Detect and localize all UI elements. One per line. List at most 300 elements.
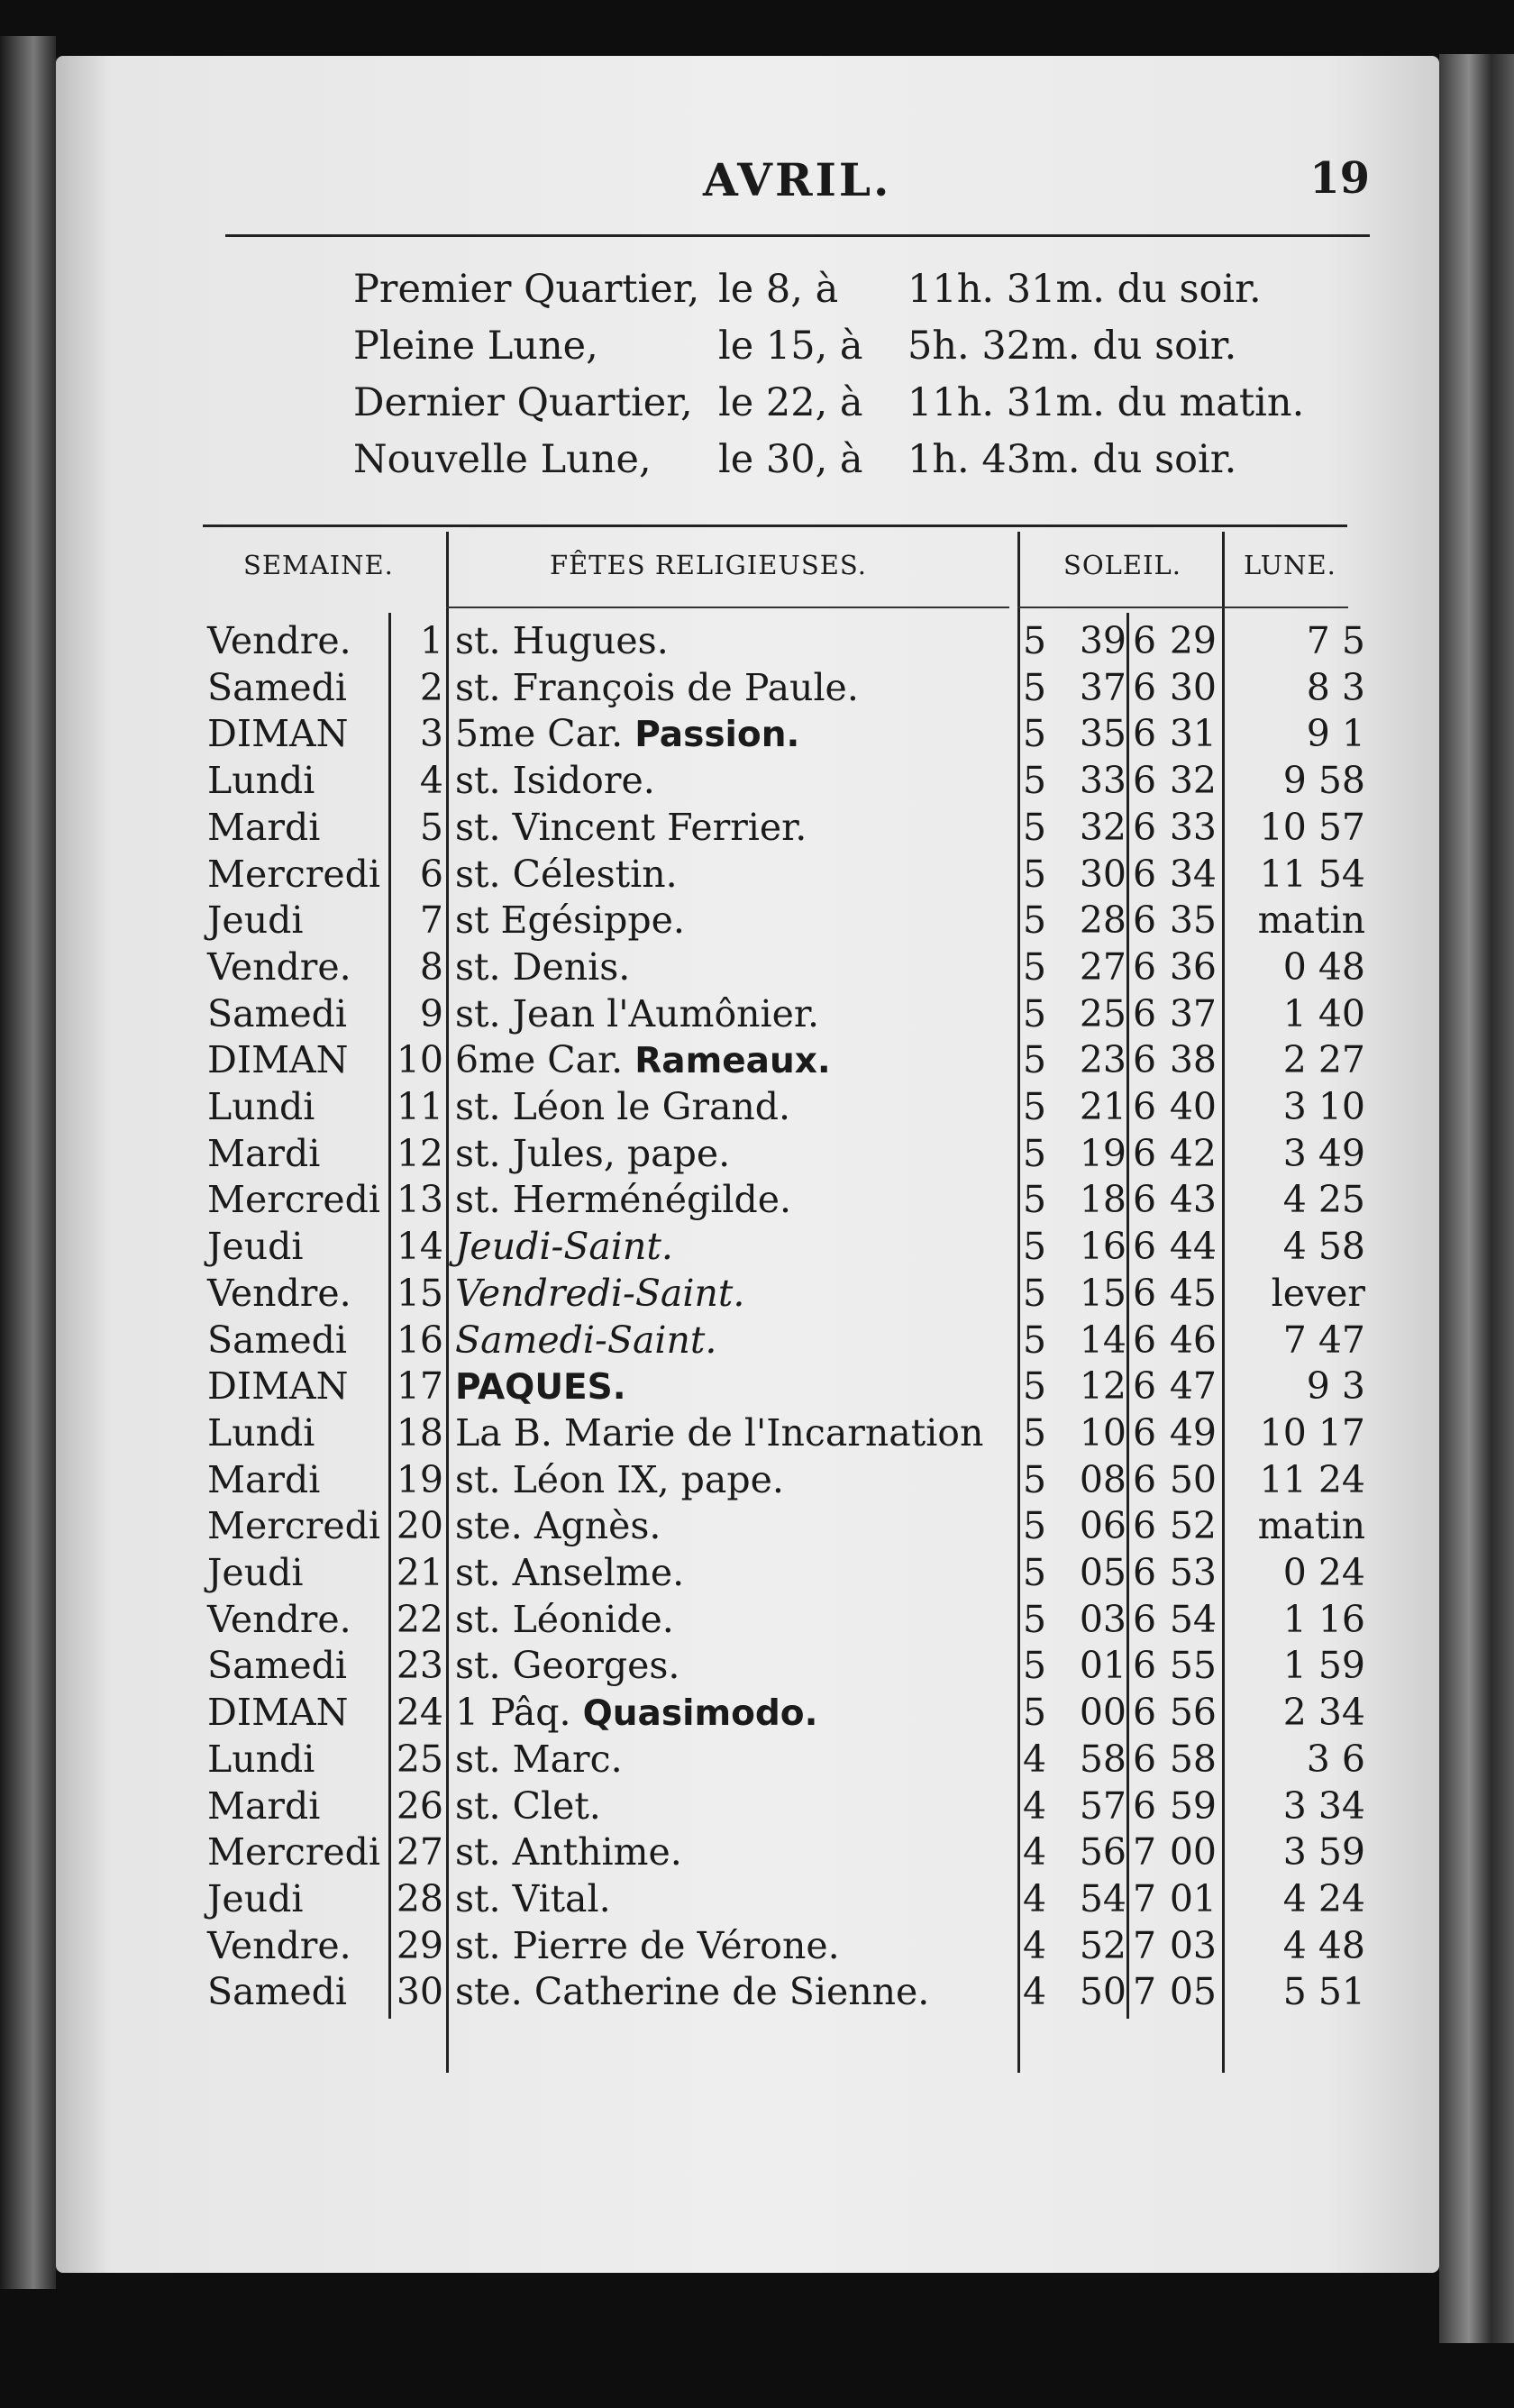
- sunset-minute: 32: [1169, 759, 1217, 803]
- weekday: Lundi: [207, 759, 315, 803]
- sunrise-hour: 5: [1022, 898, 1047, 943]
- sunset-minute: 00: [1169, 1830, 1217, 1874]
- weekday: Jeudi: [207, 898, 304, 943]
- phase-day: le 8, à: [718, 267, 839, 312]
- day-number: 24: [396, 1691, 443, 1735]
- col-soleil: SOLEIL.: [1063, 550, 1182, 580]
- sunset-minute: 37: [1169, 991, 1217, 1035]
- feast: [455, 1829, 682, 1875]
- sunrise-minute: 39: [1079, 619, 1126, 662]
- feast: [455, 944, 630, 990]
- book-spine-left: [0, 36, 56, 2289]
- moon-time: 7 5: [1306, 619, 1365, 662]
- sunrise-minute: 19: [1079, 1131, 1126, 1175]
- weekday: Mardi: [207, 1131, 321, 1175]
- day-number: 28: [396, 1876, 443, 1920]
- sunset-minute: 53: [1169, 1551, 1217, 1594]
- sunrise-hour: 5: [1022, 1178, 1047, 1222]
- phase-name: Nouvelle Lune,: [353, 437, 652, 482]
- moon-time: 8 3: [1306, 665, 1365, 709]
- weekday: Samedi: [207, 665, 348, 709]
- feast-bold-text: Passion.: [634, 715, 800, 756]
- weekday: Jeudi: [207, 1876, 304, 1920]
- header-underline: [1017, 607, 1222, 608]
- sunset-minute: 03: [1169, 1923, 1217, 1967]
- col-lune: LUNE.: [1244, 550, 1336, 580]
- sunset-hour: 7: [1132, 1970, 1157, 2014]
- sunset-hour: 6: [1132, 1410, 1157, 1455]
- feast: [455, 1223, 673, 1270]
- feast-text: st. Hugues.: [455, 619, 669, 662]
- weekday: Mardi: [207, 1783, 321, 1828]
- feast: [455, 1317, 716, 1364]
- day-number: 1: [419, 619, 443, 662]
- col-divider: [1222, 532, 1225, 2073]
- phase-time: 11h. 31m. du soir.: [907, 267, 1262, 312]
- feast-text: st. Léonide.: [455, 1597, 674, 1641]
- sunset-hour: 6: [1132, 1178, 1157, 1222]
- weekday: Samedi: [207, 1970, 348, 2014]
- sunset-minute: 49: [1169, 1410, 1217, 1455]
- sunrise-minute: 50: [1079, 1970, 1126, 2014]
- moon-time: 10 57: [1259, 805, 1365, 849]
- feast-bold-text: Quasimodo.: [582, 1693, 818, 1735]
- sunset-minute: 30: [1169, 665, 1217, 709]
- moon-time: 7 47: [1282, 1318, 1365, 1362]
- header-underline: [446, 607, 1009, 608]
- day-number: 25: [396, 1737, 443, 1781]
- sunrise-hour: 5: [1022, 1318, 1047, 1362]
- weekday: Vendre.: [207, 1923, 351, 1967]
- sunrise-hour: 5: [1022, 1038, 1047, 1082]
- sunrise-minute: 25: [1079, 991, 1126, 1035]
- sunset-minute: 43: [1169, 1178, 1217, 1222]
- sunset-hour: 6: [1132, 759, 1157, 803]
- sunset-minute: 31: [1169, 712, 1217, 756]
- col-fetes: FÊTES RELIGIEUSES.: [550, 550, 867, 580]
- feast-text: 6me Car.: [455, 1038, 624, 1082]
- day-number: 18: [396, 1410, 443, 1455]
- sunrise-hour: 4: [1022, 1783, 1047, 1828]
- sunrise-hour: 5: [1022, 944, 1047, 989]
- sunset-hour: 6: [1132, 1644, 1157, 1688]
- phase-day: le 30, à: [718, 437, 863, 482]
- sunset-minute: 05: [1169, 1970, 1217, 2014]
- sunset-hour: 6: [1132, 1783, 1157, 1828]
- feast-text: st. Georges.: [455, 1644, 680, 1688]
- feast-text: st. Isidore.: [455, 759, 655, 803]
- day-number: 30: [396, 1970, 443, 2014]
- sunset-minute: 42: [1169, 1131, 1217, 1175]
- feast: [455, 1083, 790, 1130]
- day-number: 23: [396, 1644, 443, 1688]
- feast-text: st. Marc.: [455, 1737, 623, 1781]
- moon-time: 2 34: [1282, 1691, 1365, 1735]
- day-number: 2: [419, 665, 443, 709]
- feast-text: 5me Car.: [455, 712, 624, 756]
- sunrise-hour: 5: [1022, 852, 1047, 896]
- sunrise-minute: 30: [1079, 852, 1126, 896]
- sunrise-hour: 5: [1022, 1597, 1047, 1641]
- phase-name: Pleine Lune,: [353, 324, 598, 369]
- sunset-hour: 6: [1132, 852, 1157, 896]
- sunset-minute: 45: [1169, 1271, 1217, 1315]
- sunset-hour: 7: [1132, 1923, 1157, 1967]
- sunset-minute: 44: [1169, 1225, 1217, 1269]
- moon-time: 10 17: [1259, 1410, 1365, 1455]
- header-underline: [1222, 607, 1348, 608]
- day-number: 22: [396, 1597, 443, 1641]
- day-number: 26: [396, 1783, 443, 1828]
- sunrise-minute: 15: [1079, 1271, 1126, 1315]
- sunset-hour: 6: [1132, 1691, 1157, 1735]
- sunrise-hour: 4: [1022, 1737, 1047, 1781]
- phase-name: Dernier Quartier,: [353, 380, 693, 425]
- sunrise-hour: 5: [1022, 1691, 1047, 1735]
- sunrise-minute: 33: [1079, 759, 1126, 803]
- feast-text: st. Vital.: [455, 1876, 611, 1920]
- sunrise-minute: 14: [1079, 1318, 1126, 1362]
- phase-day: le 22, à: [718, 380, 863, 425]
- moon-time: 9 1: [1306, 712, 1365, 756]
- page-header: [225, 144, 1370, 225]
- sunrise-minute: 27: [1079, 944, 1126, 989]
- sunset-hour: 6: [1132, 1225, 1157, 1269]
- sunset-minute: 52: [1169, 1504, 1217, 1548]
- feast: [455, 1363, 626, 1411]
- day-number: 7: [419, 898, 443, 943]
- sunrise-hour: 5: [1022, 712, 1047, 756]
- phase-day: le 15, à: [718, 324, 863, 369]
- sunrise-minute: 37: [1079, 665, 1126, 709]
- moon-time: 4 58: [1282, 1225, 1365, 1269]
- day-number: 15: [396, 1271, 443, 1315]
- feast-text: ste. Catherine de Sienne.: [455, 1970, 930, 2014]
- sunset-hour: 6: [1132, 1457, 1157, 1501]
- day-number: 3: [419, 712, 443, 756]
- feast-text: Vendredi-Saint.: [455, 1271, 745, 1315]
- sunset-hour: 6: [1132, 944, 1157, 989]
- weekday: Lundi: [207, 1410, 315, 1455]
- day-number: 12: [396, 1131, 443, 1175]
- moon-time: matin: [1257, 1504, 1365, 1548]
- moon-time: 3 59: [1282, 1830, 1365, 1874]
- weekday: Vendre.: [207, 944, 351, 989]
- day-number: 20: [396, 1504, 443, 1548]
- moon-time: 4 24: [1282, 1876, 1365, 1920]
- weekday: DIMAN: [207, 1038, 349, 1082]
- weekday: DIMAN: [207, 712, 349, 756]
- feast-text: st. Anthime.: [455, 1830, 682, 1874]
- feast: [455, 1502, 661, 1549]
- sunrise-minute: 58: [1079, 1737, 1126, 1781]
- weekday: Lundi: [207, 1737, 315, 1781]
- moon-time: 1 59: [1282, 1644, 1365, 1688]
- weekday: Jeudi: [207, 1551, 304, 1594]
- sunrise-minute: 57: [1079, 1783, 1126, 1828]
- sunrise-minute: 52: [1079, 1923, 1126, 1967]
- sunrise-minute: 23: [1079, 1038, 1126, 1082]
- sunrise-hour: 5: [1022, 665, 1047, 709]
- weekday: Samedi: [207, 991, 348, 1035]
- feast: [455, 1875, 611, 1922]
- moon-time: 5 51: [1282, 1970, 1365, 2014]
- sunrise-minute: 01: [1079, 1644, 1126, 1688]
- feast: [455, 1456, 784, 1503]
- day-number: 10: [396, 1038, 443, 1082]
- moon-time: 3 49: [1282, 1131, 1365, 1175]
- sunrise-minute: 21: [1079, 1085, 1126, 1128]
- phase-name: Premier Quartier,: [353, 267, 700, 312]
- weekday: Mercredi: [207, 1504, 381, 1548]
- feast-text: Samedi-Saint.: [455, 1318, 717, 1362]
- weekday: Samedi: [207, 1318, 348, 1362]
- table-top-rule: [203, 524, 1347, 527]
- sunrise-minute: 12: [1079, 1364, 1126, 1409]
- sunset-hour: 6: [1132, 898, 1157, 943]
- phase-time: 1h. 43m. du soir.: [907, 437, 1237, 482]
- sunrise-hour: 5: [1022, 1504, 1047, 1548]
- day-number: 19: [396, 1457, 443, 1501]
- sunrise-minute: 18: [1079, 1178, 1126, 1222]
- sunrise-minute: 00: [1079, 1691, 1126, 1735]
- moon-time: 3 34: [1282, 1783, 1365, 1828]
- day-number: 21: [396, 1551, 443, 1594]
- day-number: 8: [419, 944, 443, 989]
- weekday: Jeudi: [207, 1225, 304, 1269]
- day-number: 14: [396, 1225, 443, 1269]
- day-number: 5: [419, 805, 443, 849]
- sunset-minute: 47: [1169, 1364, 1217, 1409]
- feast-text: st. Jean l'Aumônier.: [455, 991, 820, 1035]
- sunset-minute: 35: [1169, 898, 1217, 943]
- sunset-hour: 6: [1132, 712, 1157, 756]
- sunset-hour: 6: [1132, 665, 1157, 709]
- sunset-minute: 34: [1169, 852, 1217, 896]
- feast: [455, 897, 685, 944]
- sunset-hour: 6: [1132, 1551, 1157, 1594]
- feast-text: 1 Pâq.: [455, 1691, 571, 1735]
- day-number: 9: [419, 991, 443, 1035]
- sunset-minute: 56: [1169, 1691, 1217, 1735]
- weekday: Mercredi: [207, 1178, 381, 1222]
- phase-time: 5h. 32m. du soir.: [907, 324, 1237, 369]
- feast-bold-text: PAQUES.: [455, 1367, 626, 1409]
- feast-text: st. François de Paule.: [455, 665, 859, 709]
- sunrise-hour: 5: [1022, 759, 1047, 803]
- sunrise-minute: 10: [1079, 1410, 1126, 1455]
- feast: [455, 757, 655, 804]
- sunset-hour: 7: [1132, 1830, 1157, 1874]
- sunset-hour: 6: [1132, 1597, 1157, 1641]
- feast: [455, 617, 669, 664]
- feast-text: st. Vincent Ferrier.: [455, 805, 807, 849]
- sunrise-hour: 4: [1022, 1876, 1047, 1920]
- day-number: 17: [396, 1364, 443, 1409]
- feast: [455, 1922, 840, 1969]
- feast-text: Jeudi-Saint.: [455, 1225, 673, 1269]
- sunset-minute: 58: [1169, 1737, 1217, 1781]
- moon-time: matin: [1257, 898, 1365, 943]
- feast: [455, 664, 859, 711]
- day-number: 11: [396, 1085, 443, 1128]
- col-divider-sun: [1126, 613, 1129, 2019]
- feast-text: ste. Agnès.: [455, 1504, 661, 1548]
- sunrise-hour: 5: [1022, 1551, 1047, 1594]
- sunrise-minute: 05: [1079, 1551, 1126, 1594]
- sunrise-hour: 5: [1022, 1457, 1047, 1501]
- feast: [455, 1783, 601, 1829]
- feast: [455, 1642, 679, 1689]
- weekday: DIMAN: [207, 1364, 349, 1409]
- col-divider: [446, 532, 449, 2073]
- feast-text: st. Léon le Grand.: [455, 1085, 791, 1128]
- sunset-hour: 6: [1132, 1318, 1157, 1362]
- feast-text: st. Jules, pape.: [455, 1131, 731, 1175]
- sunset-minute: 59: [1169, 1783, 1217, 1828]
- feast-text: La B. Marie de l'Incarnation: [455, 1410, 984, 1455]
- sunset-hour: 6: [1132, 1271, 1157, 1315]
- feast: [455, 1736, 623, 1783]
- sunset-hour: 6: [1132, 1504, 1157, 1548]
- sunset-hour: 7: [1132, 1876, 1157, 1920]
- sunrise-hour: 5: [1022, 1364, 1047, 1409]
- weekday: Vendre.: [207, 619, 351, 662]
- day-number: 6: [419, 852, 443, 896]
- weekday: Mercredi: [207, 1830, 381, 1874]
- table-header: [203, 541, 1365, 595]
- sunrise-hour: 5: [1022, 619, 1047, 662]
- sunrise-hour: 5: [1022, 1085, 1047, 1128]
- feast: [455, 1596, 674, 1643]
- header-rule: [225, 234, 1370, 237]
- feast: [455, 1270, 744, 1317]
- weekday: Mardi: [207, 805, 321, 849]
- page-number: 19: [1309, 153, 1370, 204]
- feast: [455, 1409, 983, 1456]
- sunrise-minute: 32: [1079, 805, 1126, 849]
- moon-time: 9 3: [1306, 1364, 1365, 1409]
- feast: [455, 990, 819, 1037]
- day-number: 13: [396, 1178, 443, 1222]
- moon-time: 4 48: [1282, 1923, 1365, 1967]
- sunset-hour: 6: [1132, 1038, 1157, 1082]
- sunset-hour: 6: [1132, 1364, 1157, 1409]
- sunset-minute: 01: [1169, 1876, 1217, 1920]
- moon-time: 3 10: [1282, 1085, 1365, 1128]
- sunrise-hour: 5: [1022, 991, 1047, 1035]
- moon-time: 2 27: [1282, 1038, 1365, 1082]
- sunrise-hour: 4: [1022, 1830, 1047, 1874]
- feast-text: st. Célestin.: [455, 852, 678, 896]
- sunset-minute: 38: [1169, 1038, 1217, 1082]
- sunset-minute: 33: [1169, 805, 1217, 849]
- book-pages-right: [1439, 54, 1514, 2343]
- sunrise-minute: 03: [1079, 1597, 1126, 1641]
- feast-text: st. Herménégilde.: [455, 1178, 792, 1222]
- sunset-minute: 54: [1169, 1597, 1217, 1641]
- sunset-minute: 36: [1169, 944, 1217, 989]
- feast-text: st. Clet.: [455, 1783, 601, 1828]
- feast-text: st. Anselme.: [455, 1551, 685, 1594]
- sunrise-hour: 5: [1022, 805, 1047, 849]
- sunrise-minute: 56: [1079, 1830, 1126, 1874]
- weekday: Mercredi: [207, 852, 381, 896]
- moon-time: 9 58: [1282, 759, 1365, 803]
- feast-text: st. Léon IX, pape.: [455, 1457, 784, 1501]
- day-number: 16: [396, 1318, 443, 1362]
- weekday: DIMAN: [207, 1691, 349, 1735]
- sunrise-minute: 08: [1079, 1457, 1126, 1501]
- feast: [455, 710, 799, 759]
- feast-text: st. Denis.: [455, 944, 631, 989]
- feast: [455, 804, 807, 851]
- sunrise-hour: 5: [1022, 1225, 1047, 1269]
- weekday: Vendre.: [207, 1597, 351, 1641]
- weekday: Vendre.: [207, 1271, 351, 1315]
- sunset-hour: 6: [1132, 1737, 1157, 1781]
- feast-bold-text: Rameaux.: [634, 1041, 831, 1082]
- moon-time: 1 16: [1282, 1597, 1365, 1641]
- sunrise-minute: 16: [1079, 1225, 1126, 1269]
- moon-time: 11 54: [1259, 852, 1365, 896]
- sunset-minute: 40: [1169, 1085, 1217, 1128]
- weekday: Samedi: [207, 1644, 348, 1688]
- sunset-hour: 6: [1132, 1131, 1157, 1175]
- sunset-hour: 6: [1132, 1085, 1157, 1128]
- sunrise-minute: 06: [1079, 1504, 1126, 1548]
- day-number: 4: [419, 759, 443, 803]
- moon-time: 11 24: [1259, 1457, 1365, 1501]
- feast: [455, 1130, 730, 1177]
- sunset-hour: 6: [1132, 805, 1157, 849]
- feast: [455, 1036, 831, 1085]
- sunset-minute: 50: [1169, 1457, 1217, 1501]
- feast: [455, 1689, 817, 1738]
- day-number: 29: [396, 1923, 443, 1967]
- sunrise-hour: 4: [1022, 1923, 1047, 1967]
- moon-time: lever: [1271, 1271, 1365, 1315]
- sunrise-hour: 4: [1022, 1970, 1047, 2014]
- moon-time: 0 24: [1282, 1551, 1365, 1594]
- weekday: Lundi: [207, 1085, 315, 1128]
- sunset-minute: 55: [1169, 1644, 1217, 1688]
- sunrise-hour: 5: [1022, 1131, 1047, 1175]
- feast-text: st Egésippe.: [455, 898, 685, 943]
- phase-time: 11h. 31m. du matin.: [907, 380, 1305, 425]
- sunrise-minute: 28: [1079, 898, 1126, 943]
- moon-time: 1 40: [1282, 991, 1365, 1035]
- col-semaine: SEMAINE.: [243, 550, 394, 580]
- sunrise-hour: 5: [1022, 1644, 1047, 1688]
- sunset-minute: 46: [1169, 1318, 1217, 1362]
- moon-time: 0 48: [1282, 944, 1365, 989]
- sunset-hour: 6: [1132, 619, 1157, 662]
- feast-text: st. Pierre de Vérone.: [455, 1923, 840, 1967]
- sunset-hour: 6: [1132, 991, 1157, 1035]
- sunrise-hour: 5: [1022, 1410, 1047, 1455]
- weekday: Mardi: [207, 1457, 321, 1501]
- sunrise-minute: 35: [1079, 712, 1126, 756]
- moon-time: 3 6: [1306, 1737, 1365, 1781]
- feast: [455, 1968, 929, 2015]
- sunrise-minute: 54: [1079, 1876, 1126, 1920]
- feast: [455, 1176, 791, 1223]
- moon-time: 4 25: [1282, 1178, 1365, 1222]
- sunrise-hour: 5: [1022, 1271, 1047, 1315]
- feast: [455, 1549, 684, 1596]
- month-title: AVRIL.: [703, 153, 892, 206]
